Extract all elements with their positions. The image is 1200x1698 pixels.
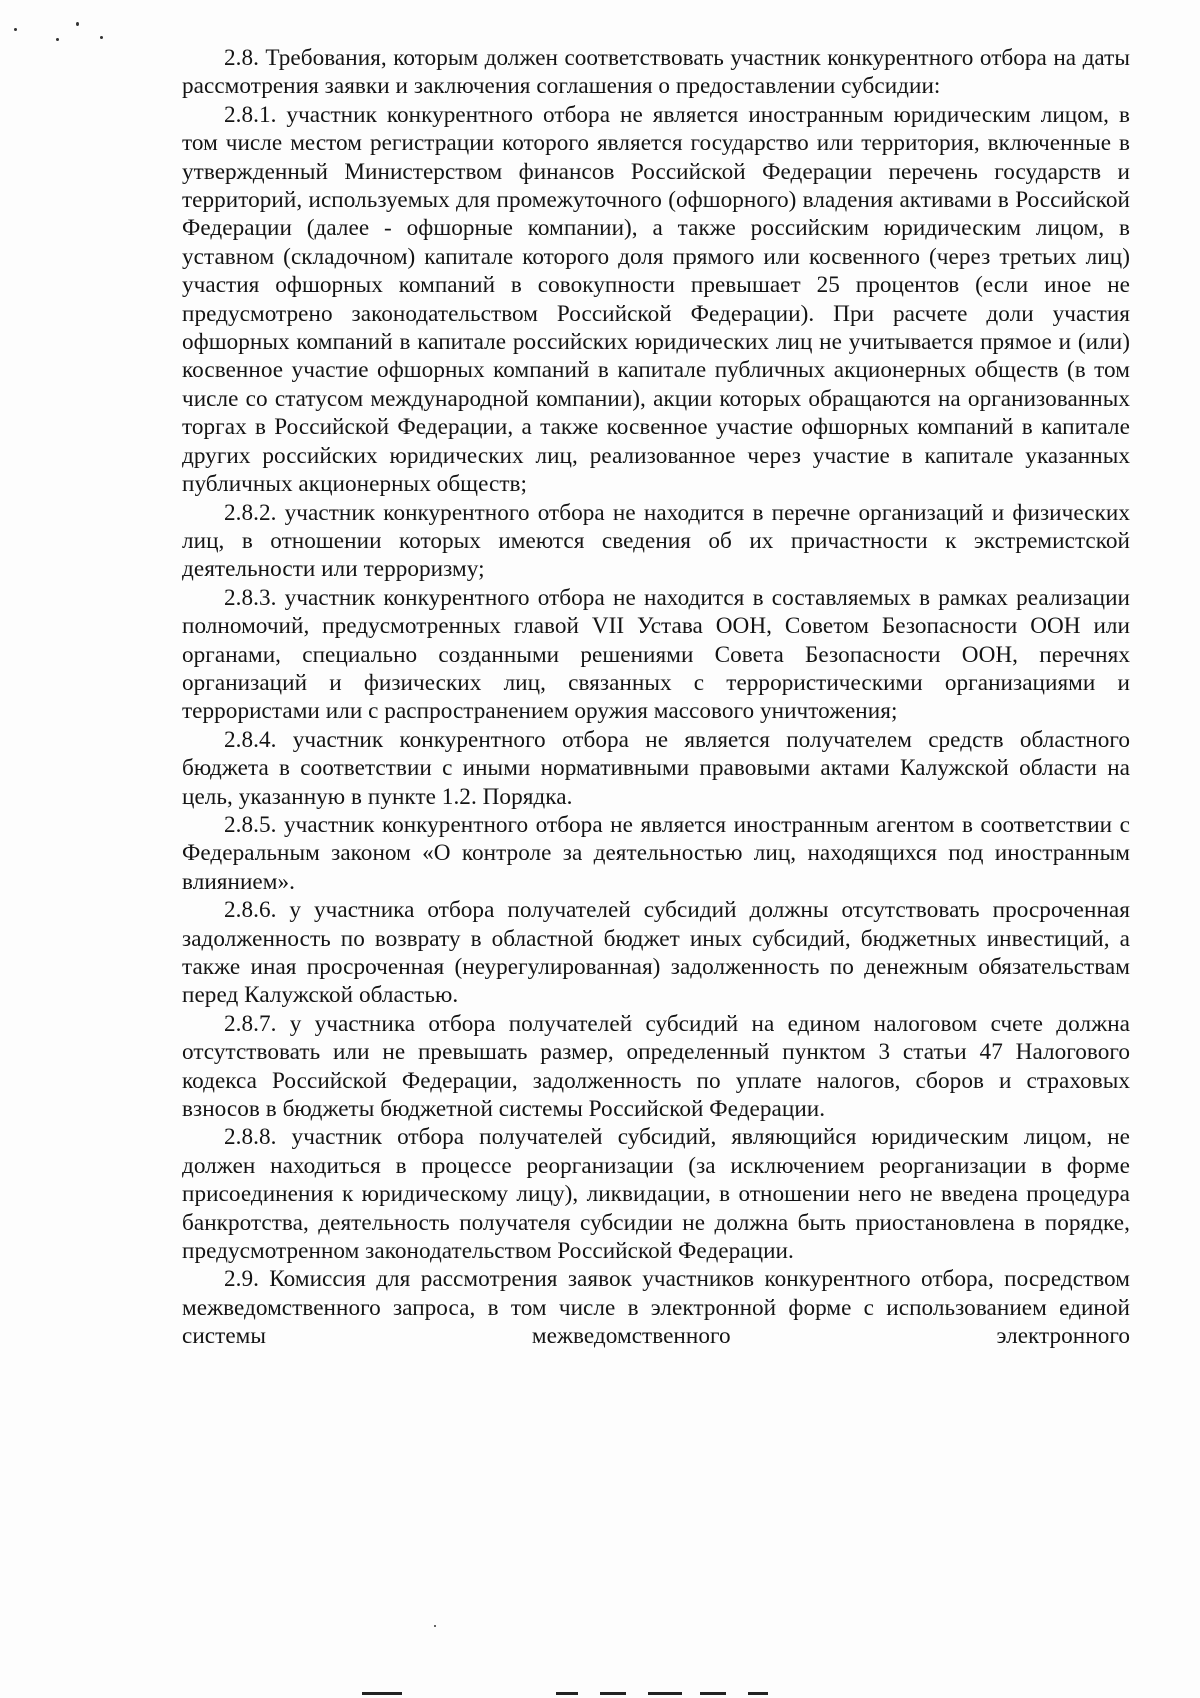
scan-speck bbox=[14, 28, 17, 31]
document-body bbox=[182, 44, 1130, 1351]
paragraph-2-8-3: 2.8.3. участник конкурентного отбора не находится в составляемых в рамках реализации полномочий, предусмотренных главой VII Устава ООН, Советом Безопасности ООН или органами, специально созданными решениями Совета Безопасности ООН, перечнях организаций и физических лиц, связанных с террористическими организациями и террористами или с распространением оружия массового уничтожения; bbox=[182, 584, 1130, 725]
paragraph-2-8-4: 2.8.4. участник конкурентного отбора не является получателем средств областного бюджета в соответствии с иными нормативными правовыми актами Калужской области на цель, указанную в пункте 1.2. Порядка. bbox=[182, 726, 1130, 810]
paragraph-2-8: 2.8. Требования, которым должен соответствовать участник конкурентного отбора на даты рассмотрения заявки и заключения соглашения о предоставлении субсидии: bbox=[182, 45, 1130, 100]
paragraph-2-8-1: 2.8.1. участник конкурентного отбора не является иностранным юридическим лицом, в том числе местом регистрации которого является государство или территория, включенные в утвержденный Министерством финансов Российской Федерации перечень государств и территорий, используемых для промежуточного (офшорного) владения активами в Российской Федерации (далее - офшорные компании), а также российским юридическим лицом, в уставном (складочном) капитале которого доля прямого или косвенного (через третьих лиц) участия офшорных компаний в совокупности превышает 25 процентов (если иное не предусмотрено законодательством Российской Федерации). При расчете доли участия офшорных компаний в капитале российских юридических лиц не учитывается прямое и (или) косвенное участие офшорных компаний в капитале публичных акционерных обществ (в том числе со статусом международной компании), акции которых обращаются на организованных торгах в Российской Федерации, а также косвенное участие офшорных компаний в капитале других российских юридических лиц, реализованное через участие в капитале указанных публичных акционерных обществ; bbox=[182, 101, 1130, 498]
scan-edge-mark bbox=[748, 1692, 768, 1695]
paragraph-2-8-7: 2.8.7. у участника отбора получателей субсидий на едином налоговом счете должна отсутствовать или не превышать размер, определенный пунктом 3 статьи 47 Налогового кодекса Российской Федерации, задолженность по уплате налогов, сборов и страховых взносов в бюджеты бюджетной системы Российской Федерации. bbox=[182, 1010, 1130, 1123]
scan-speck bbox=[76, 22, 79, 26]
scan-edge-mark bbox=[600, 1692, 626, 1695]
paragraph-2-8-8: 2.8.8. участник отбора получателей субсидий, являющийся юридическим лицом, не должен находиться в процессе реорганизации (за исключением реорганизации в форме присоединения к юридическому лицу), ликвидации, в отношении него не введена процедура банкротства, деятельность получателя субсидии не должна быть приостановлена в порядке, предусмотренном законодательством Российской Федерации. bbox=[182, 1124, 1130, 1265]
scan-speck bbox=[56, 38, 59, 41]
scan-edge-mark bbox=[556, 1692, 578, 1695]
paragraph-2-8-6: 2.8.6. у участника отбора получателей субсидий должны отсутствовать просроченная задолженность по возврату в областной бюджет иных субсидий, бюджетных инвестиций, а также иная просроченная (неурегулированная) задолженность по денежным обязательствам перед Калужской областью. bbox=[182, 897, 1130, 1009]
scan-speck bbox=[100, 36, 103, 39]
paragraph-2-9: 2.9. Комиссия для рассмотрения заявок участников конкурентного отбора, посредством межведомственного запроса, в том числе в электронной форме с использованием единой системы межведомственного электронного bbox=[182, 1266, 1130, 1350]
paragraph-2-8-2: 2.8.2. участник конкурентного отбора не находится в перечне организаций и физических лиц, в отношении которых имеются сведения об их причастности к экстремистской деятельности или терроризму; bbox=[182, 499, 1130, 583]
scan-speck bbox=[434, 1625, 436, 1627]
paragraph-2-8-5: 2.8.5. участник конкурентного отбора не является иностранным агентом в соответствии с Федеральным законом «О контроле за деятельностью лиц, находящихся под иностранным влиянием». bbox=[182, 811, 1130, 895]
scan-edge-mark bbox=[362, 1692, 402, 1695]
scan-edge-mark bbox=[700, 1692, 726, 1695]
scan-edge-mark bbox=[648, 1692, 682, 1695]
